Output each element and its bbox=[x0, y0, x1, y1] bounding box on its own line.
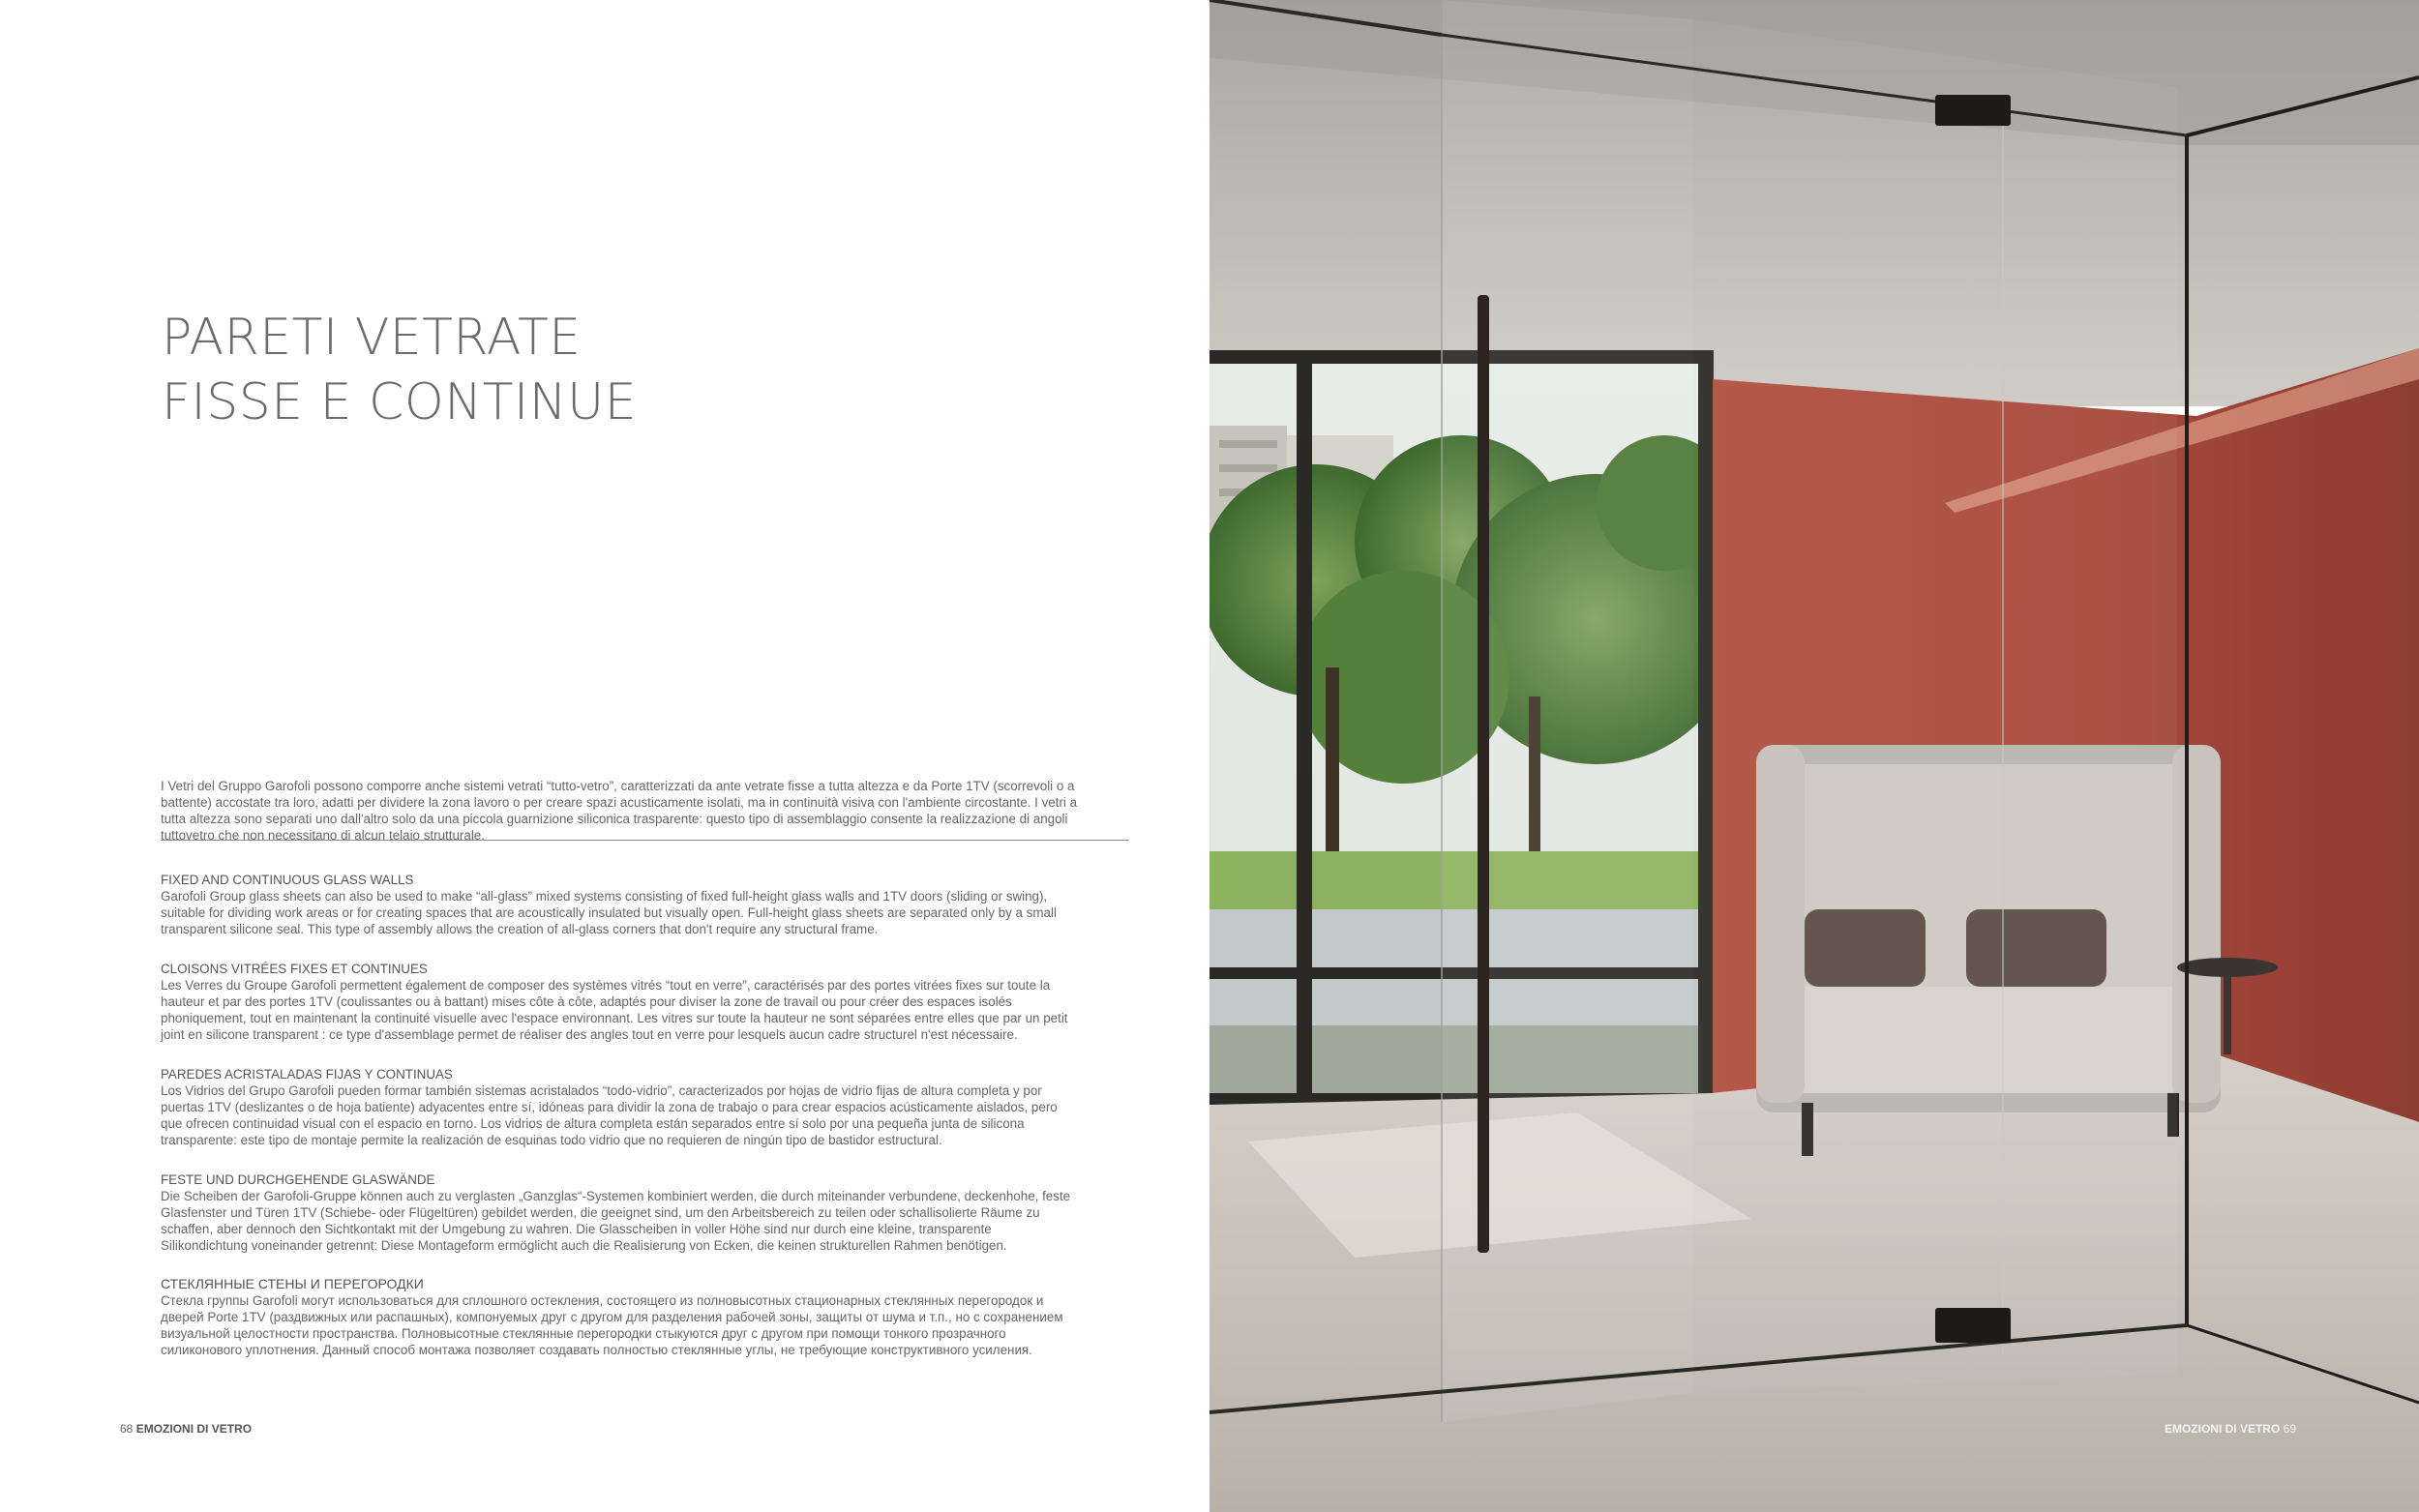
interior-photo bbox=[1210, 0, 2419, 1512]
section-body: Garofoli Group glass sheets can also be used to make “all-glass” mixed systems consisting of fixed full-height glass walls and 1TV doors (sliding or swing), suitable for dividing work areas or for creating spaces that are acoustically insulated but visually open. Full-height glass sheets are separated only by a small transparent silicone seal. This type of assembly allows the creation of all-glass corners that don't require any structural frame. bbox=[161, 889, 1057, 936]
title-line-1: PARETI VETRATE bbox=[162, 309, 582, 367]
section-spanish bbox=[161, 1066, 1080, 1148]
divider-rule bbox=[161, 840, 1129, 841]
page-title bbox=[162, 306, 637, 435]
intro-paragraph-italian: I Vetri del Gruppo Garofoli possono comporre anche sistemi vetrati “tutto-vetro”, caratterizzati da ante vetrate fisse a tutta altezza e da Porte 1TV (scorrevoli o a battente) accostate tra loro, adatti per dividere la zona lavoro o per creare spazi acusticamente isolati, ma in continuità visiva con l'ambiente circostante. I vetri a tutta altezza sono separati uno dall'altro solo da una piccola guarnizione siliconica trasparente: questo tipo di assemblaggio consente la realizzazione di angoli tuttovetro che non necessitano di alcun telaio strutturale. bbox=[161, 779, 1078, 844]
glass-pod-illustration bbox=[1210, 0, 2419, 1512]
section-heading: PAREDES ACRISTALADAS FIJAS Y CONTINUAS bbox=[161, 1067, 453, 1082]
section-body: Los Vidrios del Grupo Garofoli pueden formar también sistemas acristalados “todo-vidrio”, caracterizados por hojas de vidrio fijas de altura completa y por puertas 1TV (deslizantes o de hoja batiente) adyacentes entre sí, idóneas para dividir la zona de trabajo o para crear espacios acústicamente aislados, pero que ofrecen continuidad visual con el espacio en torno. Los vidrios de altura completa están separados entre sí solo por una pequeña junta de silicona transparente: este tipo de montaje permite la realización de esquinas todo vidrio que no requieren de ningún tipo de bastidor estructural. bbox=[161, 1083, 1058, 1147]
publication-name: EMOZIONI DI VETRO bbox=[135, 1422, 253, 1436]
folio-left bbox=[120, 1422, 252, 1436]
section-body: Стекла группы Garofoli могут использоваться для сплошного остекления, состоящего из полновысотных стационарных стеклянных перегородок и дверей Porte 1TV (раздвижных или распашных), компонуемых друг с другом для разделения рабочей зоны, защиты от шума и т.п., но с сохранением визуальной целостности пространства. Полновысотные стеклянные перегородки стыкуются друг с другом при помощи тонкого прозрачного силиконового уплотнения. Данный способ монтажа позволяет создавать полностью стеклянные углы, не требующие конструктивного усиления. bbox=[161, 1293, 1063, 1357]
folio-right bbox=[2165, 1422, 2296, 1436]
section-heading: FESTE UND DURCHGEHENDE GLASWÄNDE bbox=[161, 1172, 435, 1187]
section-german bbox=[161, 1171, 1080, 1254]
page-number: 68 bbox=[120, 1422, 134, 1436]
publication-name: EMOZIONI DI VETRO bbox=[2164, 1422, 2281, 1436]
section-heading: СТЕКЛЯННЫЕ СТЕНЫ И ПЕРЕГОРОДКИ bbox=[161, 1276, 424, 1291]
page-number: 69 bbox=[2283, 1422, 2296, 1436]
section-body: Die Scheiben der Garofoli-Gruppe können auch zu verglasten „Ganzglas“-Systemen kombiniert werden, die durch miteinander verbundene, deckenhohe, feste Glasfenster und Türen 1TV (Schiebe- oder Flügeltüren) gebildet werden, die geeignet sind, um den Arbeitsbereich zu teilen oder schallisolierte Räume zu schaffen, aber dennoch den Sichtkontakt mit der Umgebung zu wahren. Die Glasscheiben in voller Höhe sind nur durch eine kleine, transparente Silikondichtung voneinander getrennt: Diese Montageform ermöglicht auch die Realisierung von Ecken, die keinen strukturellen Rahmen benötigen. bbox=[161, 1189, 1071, 1253]
section-french bbox=[161, 961, 1080, 1043]
section-russian bbox=[161, 1276, 1080, 1358]
section-body: Les Verres du Groupe Garofoli permettent également de composer des systèmes vitrés “tout en verre”, caractérisés par des portes vitrées fixes sur toute la hauteur et par des portes 1TV (coulissantes ou à battant) mises côte à côte, adaptés pour diviser la zone de travail ou pour créer des espaces isolés phoniquement, tout en maintenant la continuité visuelle avec l'espace environnant. Les vitres sur toute la hauteur ne sont séparées entre elles que par un petit joint en silicone transparent : ce type d'assemblage permet de réaliser des angles tout en verre pour lesquels aucun cadre structurel n'est nécessaire. bbox=[161, 978, 1068, 1042]
section-heading: CLOISONS VITRÉES FIXES ET CONTINUES bbox=[161, 962, 428, 976]
section-english bbox=[161, 872, 1080, 937]
title-line-2: FISSE E CONTINUE bbox=[162, 373, 638, 431]
section-heading: FIXED AND CONTINUOUS GLASS WALLS bbox=[161, 873, 414, 887]
